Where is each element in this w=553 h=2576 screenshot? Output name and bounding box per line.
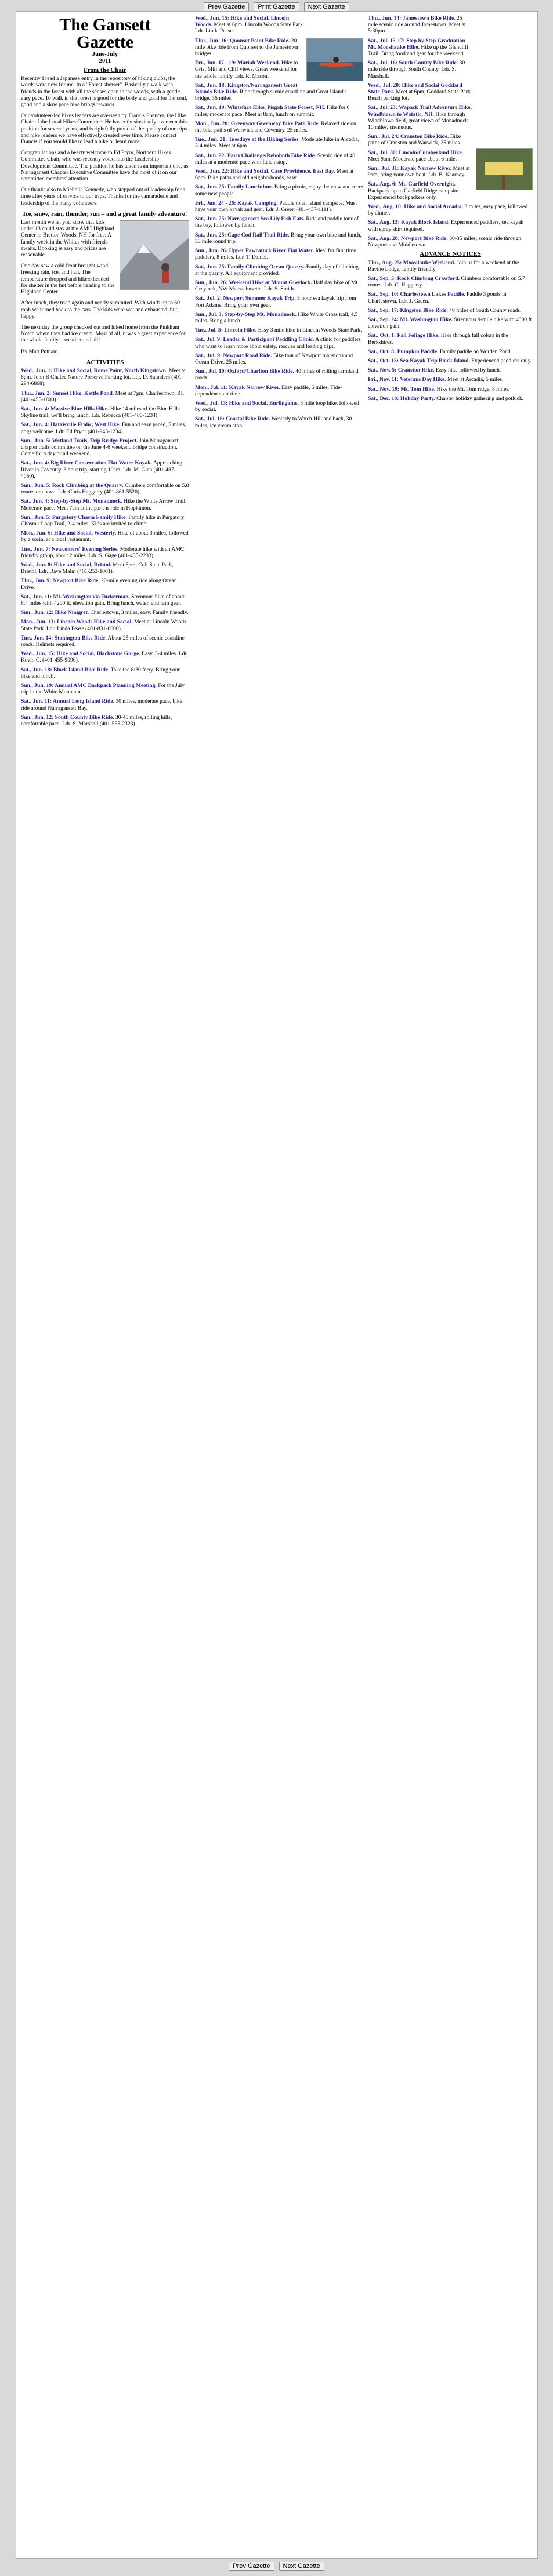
activity-body: Relaxed ride on the bike paths of Warwick and Coventry. 25 miles. — [195, 120, 356, 134]
activity-item — [368, 235, 533, 248]
activity-date: Mon., Jun. 13: Lincoln Woods Hike and Social. — [21, 619, 133, 626]
activity-date: Sat., Jul. 9: Newport Road Ride. — [195, 352, 272, 359]
activity-body: Meet at Lincoln Woods State Park. Ldr. Linda Pease (401-831-8600). — [21, 619, 186, 632]
activity-item — [21, 438, 189, 457]
activity-body: Strenuous hike of about 8.4 miles with 4200 ft. elevation gain. Bring lunch, water, and rain gear. — [21, 593, 185, 607]
activity-body: 30 miles, moderate pace, bike ride around Narragansett Bay. — [21, 698, 182, 711]
activity-body: Easy paddle, 6 miles. Tide-dependent start time. — [195, 384, 342, 397]
activity-date: Sat., Jun. 11: Annual Long Island Ride. — [21, 698, 115, 705]
activity-body: Meet at 6pm. Lincoln Woods State Park Ldr. Linda Pease. — [195, 21, 303, 35]
activity-date: Thu., Jun. 14: Jamestown Bike Ride. — [368, 15, 456, 21]
wapack-sign-photo — [476, 148, 533, 190]
activity-body: Join Narragansett chapter trails committee on the June 4-6 weekend bridge construction. Come for a day or all weekend. — [21, 437, 179, 457]
activity-body: Take the 8:30 ferry. Bring your bike and lunch. — [21, 666, 180, 680]
activity-date: Sat., Jun. 25: Narragansett Sea Lily Fish Eats. — [195, 216, 305, 223]
activity-item — [21, 498, 189, 511]
activity-body: Hike 14 miles of the Blue Hills Skyline trail, we'll bring lunch. Ldr. Rebecca (401-480-1234). — [21, 405, 180, 419]
bottom-nav — [0, 2560, 553, 2571]
activity-date: Sat., Jul. 9: Leader & Participant Paddling Clinic. — [195, 336, 315, 343]
activity-body: 3 mile loop hike, followed by social. — [195, 399, 359, 413]
activity-body: Meet at Arcadia, 5 miles. — [447, 376, 504, 383]
ice-paragraph: The next day the group checked out and hiked home from the Pinkham Notch where they had ice cream. Most of all, it was a great experience for the whole family – weather and all! — [21, 324, 186, 344]
activity-item — [368, 15, 533, 35]
activity-item — [195, 368, 363, 381]
activity-date: Sat., Sep. 17: Kingston Bike Ride. — [368, 307, 448, 314]
activity-body: Hike through fall colors in the Berkshires. — [368, 332, 508, 346]
activity-date: Sat., Jul. 23: Wapack Trail Adventure Hike, Windblown to Watatic, NH. — [368, 104, 472, 118]
activity-item — [21, 577, 189, 590]
activity-body: 20-mile evening ride along Ocean Drive. — [21, 577, 177, 591]
activity-date: Sat., Jun. 25: Family Lunchtime. — [195, 184, 273, 191]
activity-date: Mon., Jul. 11: Kayak Narrow River. — [195, 384, 280, 391]
activity-body: 25 mile scenic ride around Jamestown. Meet at 5:30pm. — [368, 15, 466, 35]
issue-line-1: June-July — [92, 51, 118, 57]
activity-body: Experienced paddlers, sea kayak with spray skirt required. — [368, 219, 524, 232]
activity-date: Sat., Jul. 30: Lincoln/Cumberland Hike. — [368, 149, 464, 156]
activity-item — [21, 714, 189, 727]
gazette-sheet — [16, 11, 538, 2559]
activity-body: Join us for a weekend at the Ravine Lodge, family friendly. — [368, 259, 519, 273]
activity-body: 20 mile bike ride from Quonset to the Jamestown bridges. — [195, 37, 298, 57]
masthead-line-1: The Gansett — [59, 15, 151, 34]
chair-paragraph: Our volunteer-led hikes leaders are overseen by Francis Spencer, the Hike Chair of the Local Hikes Committee. He has enthusiastically overseen this position for several years, and is rightfully proud of the quality of our trips and hike leaders we have effectively created over time. Please contact Francis if you would like to lead a hike or learn more. — [21, 112, 187, 146]
activity-item — [21, 530, 189, 543]
activity-date: Tue., Jun. 7: Newcomers' Evening Series. — [21, 546, 119, 553]
activity-body: Strenuous 9-mile hike with 4000 ft elevation gain. — [368, 316, 532, 330]
activity-body: Fun and easy paced, 5 miles, dogs welcome. Ldr. Ed Pryor (401-943-1234). — [21, 422, 186, 435]
activity-date: Sat., Sep. 24: Mt. Washington Hike. — [368, 316, 453, 323]
activity-item — [195, 184, 363, 197]
activity-body: About 25 miles of scenic coastline roads. Helmets required. — [21, 634, 185, 648]
activity-item — [21, 514, 189, 527]
activity-item — [368, 133, 533, 146]
activity-date: Sat., Dec. 10: Holiday Party. — [368, 395, 435, 402]
activity-body: Paddle to an island campsite. Must have your own kayak and gear. Ldr. J. Green (401-437-1111). — [195, 199, 357, 213]
activity-date: Sat., Nov. 5: Cranston Hike. — [368, 367, 435, 374]
activity-date: Tue., Jun. 21: Tuesdays at the Hiking Series. — [195, 136, 300, 143]
activity-date: Sat., Jun. 4: Step-by-Step Mt. Monadnock. — [21, 498, 122, 505]
activity-item — [21, 460, 189, 479]
activity-body: Hike White Cross trail, 4.5 miles. Bring a lunch. — [195, 311, 358, 324]
activity-body: Backpack up to Garfield Ridge campsite. Experienced backpackers only. — [368, 187, 460, 201]
activity-date: Tue., Jun. 14: Stonington Bike Ride. — [21, 634, 107, 641]
activity-date: Sun., Jul. 24: Cranston Bike Ride. — [368, 133, 449, 140]
activity-body: Westerly to Watch Hill and back, 30 miles, ice cream stop. — [195, 416, 352, 429]
activity-date: Wed., Jun. 22: Hike and Social, Case Providence, East Bay. — [195, 168, 335, 175]
activity-body: For the July trip in the White Mountains. — [21, 682, 185, 696]
activity-item — [195, 200, 363, 213]
activity-item — [21, 667, 189, 680]
activity-item — [368, 317, 533, 329]
activity-date: Thu., Jun. 16: Quonset Point Bike Ride. — [195, 37, 290, 44]
activity-body: A clinic for paddlers who want to learn more about safety, rescues and leading trips. — [195, 336, 361, 350]
activity-date: Sat., Aug. 13: Kayak Block Island. — [368, 219, 450, 226]
activity-date: Sat., Jun. 19: Whiteface Hike, Pisgah State Forest, NH. — [195, 104, 326, 111]
prev-gazette-button[interactable]: Prev Gazette — [204, 2, 249, 12]
activity-body: Moderate hike in Arcadia, 3-4 miles. Meet at 6pm. — [195, 136, 360, 150]
activity-body: Family hike in Purgatory Chasm's Loop Trail, 2-4 miles. Kids are invited to climb. — [21, 514, 185, 527]
activity-item — [368, 204, 533, 216]
activity-date: Sun., Jul. 3: Step-by-Step Mt. Monadnock. — [195, 311, 297, 318]
activity-date: Sat., Jul. 15-17: Step by Step Graduation Mt. Moosilauke Hike. — [368, 37, 465, 50]
activity-body: Ideal for first time paddlers, 8 miles. Ldr. T. Daniel. — [195, 248, 356, 261]
chair-paragraph: Our thanks also to Michelle Kennedy, who stepped out of leadership for a time after years of service to our trips. Thanks for the camaraderie and leadership of the many volunteers. — [21, 187, 186, 206]
activity-date: Sat., Jun. 22: Paris Challenge/Rehoboth Bike Ride. — [195, 152, 316, 159]
prev-gazette-button[interactable]: Prev Gazette — [229, 2562, 274, 2571]
activity-body: 30-40 miles, rolling hills, comfortable pace. Ldr. S. Marshall (401-555-2323). — [21, 714, 172, 728]
activity-item — [368, 291, 533, 304]
next-gazette-button[interactable]: Next Gazette — [279, 2562, 324, 2571]
activity-date: Wed., Jul. 20: Hike and Social Goddard State Park. — [368, 82, 462, 96]
activity-item — [21, 422, 189, 434]
activity-item — [195, 327, 363, 333]
ice-paragraph: One day saw a cold front brought wind, freezing rain, ice, and hail. The temperature dropped and hikers headed for shelter in the hut before heading to the Highland Center. — [21, 263, 115, 296]
activity-item — [195, 232, 363, 245]
activity-body: Scenic ride of 40 miles at a moderate pace with lunch stop. — [195, 152, 356, 165]
masthead-line-2: Gazette — [76, 32, 134, 52]
activity-date: Wed., Jun. 15: Hike and Social, Lincoln Woods. — [195, 15, 290, 28]
activity-date: Sun., Jun. 26: Upper Pawcatuck River Flat Water. — [195, 248, 315, 255]
activity-body: Bike paths of Cranston and Warwick, 25 miles. — [368, 133, 461, 147]
activity-item — [195, 400, 363, 413]
chair-heading: From the Chair — [84, 67, 126, 74]
activity-item — [21, 546, 189, 559]
activity-body: Easy, 3-4 miles. Ldr. Kevin C. (401-455-9990). — [21, 651, 188, 664]
activity-item — [21, 406, 189, 419]
activity-body: Family day of climbing at the quarry. All equipment provided. — [195, 263, 359, 277]
activity-item — [368, 348, 533, 355]
activity-date: Sat., Jun. 18: Kingston/Narragansett Great Islands Bike Ride. — [195, 82, 298, 96]
activity-body: 3 miles, easy pace, followed by dinner. — [368, 204, 528, 217]
activities-list-col1 — [21, 368, 189, 727]
activity-date: Sat., Nov. 19: Mt. Tom Hike. — [368, 386, 436, 393]
activity-item — [195, 295, 363, 308]
activity-date: Sun., Jul. 31: Kayak Narrow River. — [368, 165, 452, 172]
activity-body: Meet at 6pm, Goddard State Park Beach parking lot. — [368, 89, 471, 102]
activity-body: Meet at 7pm, Charlestown, RI. (401-455-1800). — [21, 390, 185, 403]
activity-body: Hike for 6 miles, moderate pace. Meet at 8am, lunch on summit. — [195, 104, 350, 118]
activity-body: Meet 9am. Moderate pace about 6 miles. — [368, 155, 459, 162]
activity-date: Sat., Sep. 3: Rock Climbing Crawford. — [368, 275, 460, 282]
activity-body: Climbers comfortable on 5.7 routes. Ldr. C. Haggerty. — [368, 275, 525, 289]
activity-item — [21, 682, 189, 695]
activity-date: Sat., Jun. 25: Family Climbing Ocean Quarry. — [195, 263, 305, 270]
activity-date: Sat., Sep. 10: Charlestown Lakes Paddle. — [368, 291, 465, 298]
activity-date: Sun., Jun. 5: Rock Climbing at the Quarry. — [21, 482, 124, 489]
kayak-photo — [306, 38, 363, 81]
activity-item — [368, 38, 533, 57]
activity-body: 40 miles of South County roads. — [449, 307, 522, 314]
activity-item — [368, 104, 533, 130]
chair-paragraph: Recently I read a Japanese entry in the repository of hiking clubs, the words were new for me. In a "Forest shower". Basically a walk with friends in the forest with all the senses open in the woods, with a gentle easy pace. To walk in the forest is good for the body and good for the soul, good and a slow pace hike brings rewards. — [21, 75, 187, 108]
activity-body: Approaching River in Coventry. 3 hour trip, starting 10am. Ldr. M. Glen (401-487-4050). — [21, 460, 182, 479]
activity-date: Thu., Jun. 9: Newport Bike Ride. — [21, 577, 100, 584]
activity-date: Sat., Jun. 25: Cape Cod Rail Trail Ride. — [195, 231, 290, 238]
activity-item — [21, 390, 189, 403]
activity-item — [21, 619, 189, 631]
activity-item — [21, 594, 189, 606]
activity-body: Meet at 6pm, John B Chafee Nature Preserve Parking lot. Ldr. D. Saunders (401-294-6868). — [21, 367, 186, 387]
activity-body: Easy 3 mile hike in Lincoln Woods State Park. — [258, 327, 362, 334]
activity-item — [195, 152, 363, 165]
activity-item — [368, 60, 533, 79]
top-nav — [0, 1, 553, 12]
activity-date: Sat., Aug. 6: Mt. Garfield Overnight. — [368, 181, 456, 188]
activity-body: Hike up the Glencliff Trail. Bring food and gear for the weekend. — [368, 43, 469, 57]
activity-item — [195, 353, 363, 365]
activity-item — [368, 260, 533, 273]
ice-byline: By Matt Putnam — [21, 348, 58, 355]
column-1 — [21, 15, 189, 2555]
activity-date: Fri., Jun. 24 - 26: Kayak Camping. — [195, 199, 278, 206]
activity-item — [195, 336, 363, 349]
activity-body: Charlestown, 3 miles, easy. Family friendly. — [90, 609, 189, 616]
activity-date: Sun., Jun. 12: South County Bike Ride. — [21, 714, 114, 721]
snowy-summit-photo — [120, 220, 189, 290]
activity-item — [195, 416, 363, 428]
activity-body: Meet at 6pm. Bike paths and old neighborhoods, easy. — [195, 168, 354, 181]
activity-date: Sat., Jul. 16: Coastal Bike Ride. — [195, 416, 270, 423]
activity-item — [21, 635, 189, 648]
activity-item — [195, 168, 363, 181]
activity-date: Thu., Jun. 2: Sunset Hike, Kettle Pond. — [21, 390, 114, 397]
activity-body: 30 mile ride through South County. Ldr. S. Marshall. — [368, 60, 465, 79]
activity-body: Bring a picnic, enjoy the view and meet some new people. — [195, 184, 363, 197]
activity-date: Sun., Jun. 5: Purgatory Chasm Family Hike. — [21, 514, 127, 521]
activities-list-col3 — [368, 15, 533, 248]
activity-date: Fri., Nov. 11: Veterans Day Hike. — [368, 376, 446, 383]
activity-body: Meet at 9am, bring your own boat. Ldr. B. Kearney. — [368, 165, 470, 179]
activity-body: Ride and paddle tour of the bay, followed by lunch. — [195, 216, 359, 229]
activity-item — [195, 82, 363, 102]
activity-date: Sat., Oct. 8: Pumpkin Paddle. — [368, 348, 439, 355]
activity-date: Wed., Jun. 15: Hike and Social, Blackstone Gorge. — [21, 651, 140, 657]
activity-body: Hike to Grist Mill and Cliff views. Great weekend for the whole family. Ldr. R. Mason. — [195, 60, 298, 79]
advance-notices-heading: ADVANCE NOTICES — [420, 250, 481, 258]
activity-item — [368, 376, 533, 383]
activity-date: Wed., Jun. 1: Hike and Social, Rome Point, North Kingstown. — [21, 367, 168, 374]
ice-paragraph: After lunch, they tried again and nearly summited. With winds up to 60 mph we turned back to the cars. The kids were wet and exhausted, but happy. — [21, 300, 180, 319]
activity-date: Wed., Jul. 13: Hike and Social, Burlingame. — [195, 399, 299, 406]
activity-item — [21, 562, 189, 575]
activity-date: Sat., Jun. 18: Block Island Bike Ride. — [21, 666, 110, 673]
snowy-summit-photo-art — [120, 221, 189, 289]
activity-item — [21, 368, 189, 387]
activity-date: Sat., Jun. 4: Harrisville Frolic, West Hike. — [21, 422, 121, 428]
activity-body: Bring your own bike and lunch, 50 mile round trip. — [195, 231, 362, 245]
activity-item — [21, 609, 189, 616]
chair-paragraph: Congratulations and a hearty welcome to Ed Pryor, Northern Hikes Committee Chair, who was recently voted into the Leadership Development Committee. The position he has taken is an important one, as Narragansett Chapter Executive Committee have the most of it on our committee members' attention. — [21, 150, 189, 183]
activity-item — [195, 216, 363, 228]
activity-item — [368, 275, 533, 288]
activity-date: Sat., Jun. 4: Massive Blue Hills Hike. — [21, 405, 109, 412]
activity-date: Sat., Jul. 2: Newport Summer Kayak Trip. — [195, 295, 296, 302]
activity-body: Ride through scenic coastline and Great Island's bridge. 35 miles. — [195, 89, 347, 102]
issue-line-2: 2011 — [99, 58, 111, 64]
activity-item — [195, 104, 363, 117]
activity-item — [368, 219, 533, 232]
activity-body: Paddle 3 ponds in Charlestown. Ldr. J. Green. — [368, 291, 507, 304]
activity-body: Hike the Mt. Tom ridge, 8 miles. — [436, 386, 510, 393]
activity-date: Wed., Jun. 8: Hike and Social, Bristol. — [21, 562, 111, 568]
activity-body: 3 hour sea kayak trip from Fort Adams. Bring your own gear. — [195, 295, 356, 308]
activity-item — [195, 15, 363, 35]
activity-date: Sat., Jun. 11: Mt. Washington via Tuckerman. — [21, 593, 130, 600]
wapack-sign-photo-art — [476, 149, 532, 190]
activity-date: Sun., Jun. 12: Hike Ninigret. — [21, 609, 89, 616]
activity-body: Experienced paddlers only. — [471, 357, 532, 364]
activity-body: Climbers comfortable on 5.8 routes or above. Ldr. Chris Haggerty (401-861-5520). — [21, 482, 189, 496]
activity-item — [368, 395, 533, 402]
activity-item — [195, 121, 363, 133]
activity-body: Hike the White Arrow Trail. Moderate pace. Meet 7am at the park-n-ride in Hopkinton. — [21, 498, 187, 511]
next-gazette-button[interactable]: Next Gazette — [304, 2, 349, 12]
activities-heading: ACTIVITIES — [86, 358, 124, 366]
activity-body: Hike through Windblown field, great views of Monadnock. 10 miles, strenuous. — [368, 111, 469, 131]
ice-paragraph: Last month we let you know that kids under 13 could stay at the AMC Highland Center in Bretton Woods, NH for free. A family week in the Whites with friends awaits. Booking is easy and prices are reasonable. — [21, 219, 114, 259]
activity-date: Thu., Aug. 25: Moosilauke Weekend. — [368, 259, 456, 266]
masthead — [21, 16, 189, 51]
activity-date: Sun., Jun. 26: Weekend Hike at Mount Greylock. — [195, 279, 312, 286]
activity-body: 40 miles of rolling farmland roads. — [195, 368, 359, 382]
activity-date: Tue., Jul. 5: Lincoln Hike. — [195, 327, 257, 334]
activity-date: Mon., Jun. 6: Hike and Social, Westerly. — [21, 530, 117, 537]
activity-item — [195, 311, 363, 324]
activity-item — [368, 367, 533, 373]
activity-date: Sat., Aug. 20: Newport Bike Ride. — [368, 235, 448, 242]
advance-notices-list — [368, 260, 533, 402]
activity-date: Sun., Jul. 10: Oxford/Charlton Bike Ride. — [195, 368, 294, 375]
column-3 — [368, 15, 533, 2555]
activity-item — [195, 248, 363, 260]
activity-body: Family paddle on Worden Pond. — [439, 348, 512, 355]
activity-item — [195, 264, 363, 277]
activity-body: Meet 6pm, Colt State Park, Bristol. Ldr. Dave Malm (401-253-1001). — [21, 562, 174, 575]
activity-body: 30-35 miles, scenic ride through Newport and Middletown. — [368, 235, 522, 249]
issue-date — [21, 51, 189, 65]
ice-heading: Ice, snow, rain, thunder, sun – and a great family adventure! — [23, 210, 187, 217]
activity-item — [195, 279, 363, 292]
kayak-photo-art — [307, 39, 363, 81]
activity-date: Sat., Jul. 16: South County Bike Ride. — [368, 60, 458, 67]
activity-date: Sat., Oct. 15: Sea Kayak Trip Block Island. — [368, 357, 470, 364]
activity-body: Moderate hike with an AMC friendly group, about 2 miles. Ldr. S. Gage (401-455-2233). — [21, 546, 185, 559]
activity-date: Sun., Jun. 19: Annual AMC Backpack Planning Meeting. — [21, 682, 157, 689]
activity-date: Sat., Oct. 1: Fall Foliage Hike. — [368, 332, 440, 339]
activity-date: Sun., Jun. 5: Wetland Trails, Trip Bridge Project. — [21, 437, 138, 444]
column-2 — [195, 15, 363, 2555]
activity-body: Half day hike of Mt. Greylock, NW Massachusetts. Ldr. S. Smith. — [195, 279, 359, 293]
activity-item — [21, 482, 189, 495]
activity-item — [368, 358, 533, 364]
activity-body: Bike tour of Newport mansions and Ocean Drive. 25 miles. — [195, 352, 353, 365]
activity-date: Mon., Jun. 20: Greenway Greenway Bike Path Ride. — [195, 120, 320, 127]
activity-item — [21, 698, 189, 711]
activity-item — [21, 651, 189, 663]
activity-date: Sat., Jun. 4: Big River Conservation Flat Water Kayak. — [21, 460, 152, 467]
activity-item — [368, 82, 533, 102]
activity-date: Wed., Aug. 10: Hike and Social Arcadia. — [368, 204, 464, 210]
activity-body: Easy hike followed by lunch. — [436, 367, 501, 374]
activity-item — [195, 384, 363, 397]
activity-date: Fri., Jun. 17 - 19: Mariah Weekend. — [195, 60, 280, 67]
activity-body: Chapter holiday gathering and potluck. — [436, 395, 524, 402]
activity-body: Hike of about 3 miles, followed by a social at a local restaurant. — [21, 530, 189, 543]
activity-item — [368, 386, 533, 393]
activity-item — [368, 332, 533, 345]
activity-item — [368, 307, 533, 314]
print-gazette-button[interactable]: Print Gazette — [254, 2, 299, 12]
activity-item — [195, 136, 363, 149]
